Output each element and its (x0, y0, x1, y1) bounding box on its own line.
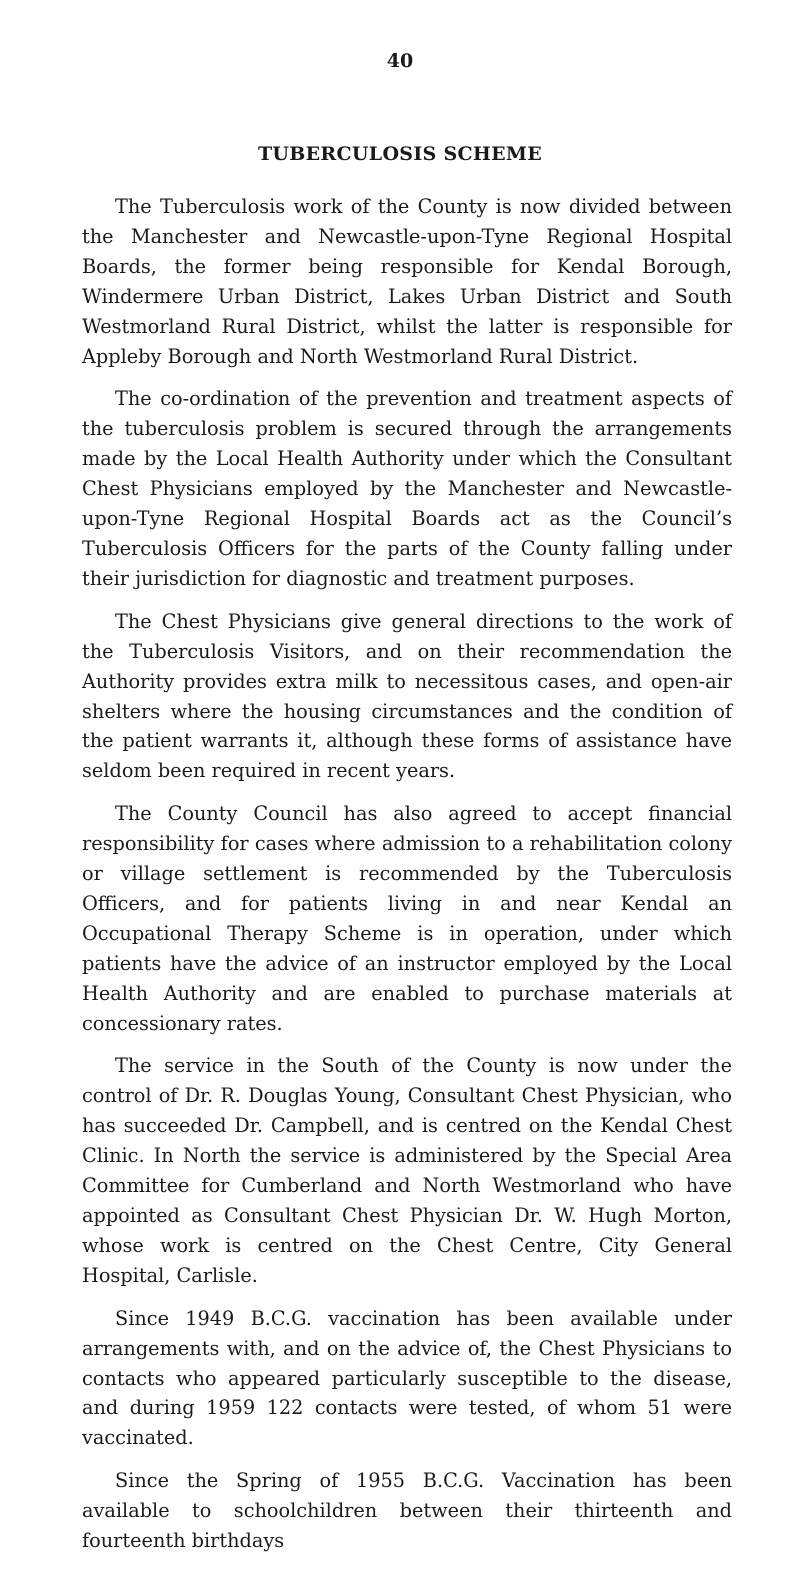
paragraph: Since 1949 B.C.G. vaccination has been available under arrangements with, and on the advice of, the Chest Physicians to contacts who appeared particularly susceptible to the disease, and during 1959 122 contacts were tested, of whom 51 were vaccinated. (82, 1306, 732, 1450)
paragraph: The service in the South of the County is now under the control of Dr. R. Douglas Young, Consultant Chest Physician, who has succeeded Dr. Campbell, and is centred on the Kendal Chest Clinic. In North the service is administered by the Special Area Committee for Cumberland and North Westmorland who have appointed as Consultant Chest Physician Dr. W. Hugh Morton, whose work is centred on the Chest Centre, City General Hospital, Carlisle. (82, 1054, 732, 1287)
paragraph: The Tuberculosis work of the County is now divided between the Manchester and Newcastle-upon-Tyne Regional Hospital Boards, the former being responsible for Kendal Borough, Windermere Urban District, Lakes Urban District and South Westmorland Rural District, whilst the latter is responsible for Appleby Borough and North Westmorland Rural District. (82, 195, 732, 368)
paragraph: The co-ordination of the prevention and treatment aspects of the tuberculosis problem is secured through the arrangements made by the Local Health Authority under which the Consultant Chest Physicians employed by the Manchester and Newcastle-upon-Tyne Regional Hospital Boards act as the Council’s Tuberculosis Officers for the parts of the County falling under their jurisdiction for diagnostic and treatment purposes. (82, 387, 732, 590)
paragraph: Since the Spring of 1955 B.C.G. Vaccination has been available to schoolchildren between their thirteenth and fourteenth birthdays (82, 1469, 732, 1553)
paragraph: The Chest Physicians give general directions to the work of the Tuberculosis Visitors, and on their recommendation the Authority provides extra milk to necessitous cases, and open-air shelters where the housing circumstances and the condition of the patient warrants it, although these forms of assistance have seldom been required in recent years. (82, 609, 732, 783)
paragraph: The County Council has also agreed to accept financial responsibility for cases where admission to a rehabilitation colony or village settlement is recommended by the Tuberculosis Officers, and for patients living in and near Kendal an Occupational Therapy Scheme is in operation, under which patients have the advice of an instructor employed by the Local Health Authority and are enabled to purchase materials at concessionary rates. (82, 802, 732, 1035)
page-number: 40 (386, 50, 414, 72)
section-title: TUBERCULOSIS SCHEME (257, 143, 543, 165)
body-text (82, 192, 732, 1569)
